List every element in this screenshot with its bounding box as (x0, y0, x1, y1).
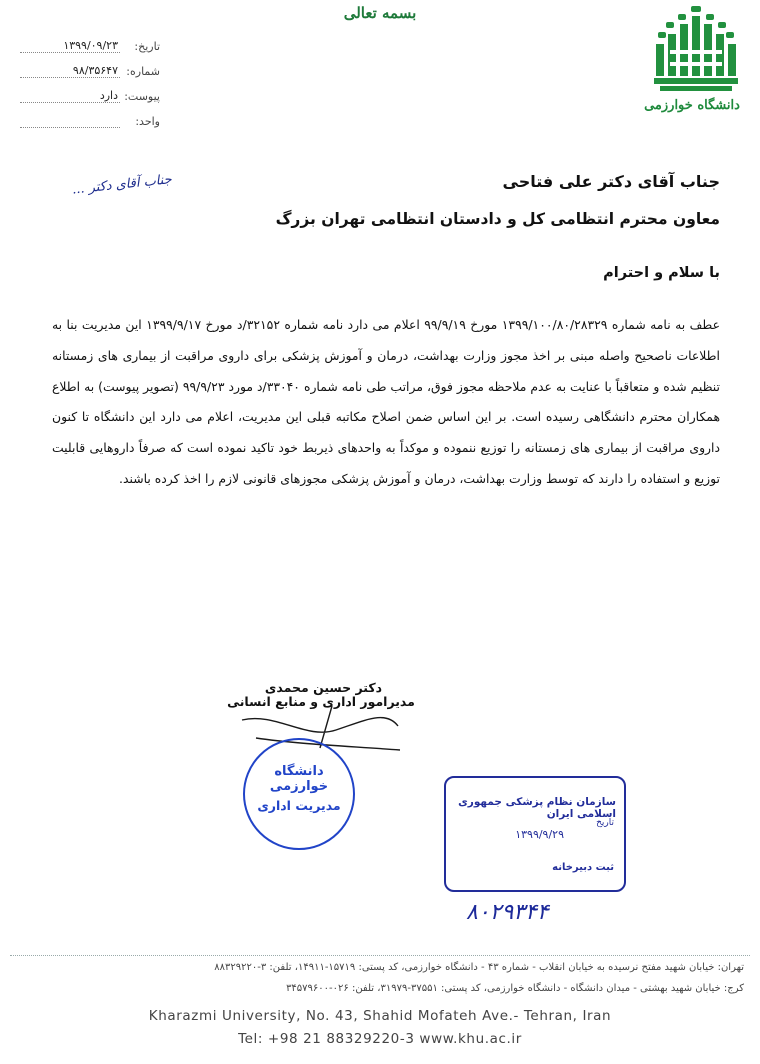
bismillah-calligraphy: بسمه تعالی (343, 4, 417, 22)
recipient-title: معاون محترم انتظامی کل و دادستان انتظامی تهران بزرگ (275, 210, 720, 228)
handwritten-number: ۸۰۲۹۳۴۴ (466, 900, 549, 925)
number-value: ۹۸/۳۵۶۴۷ (72, 64, 118, 77)
stamp-date: ۱۳۹۹/۹/۲۹ (515, 828, 564, 841)
recipient-name: جناب آقای دکتر علی فتاحی (502, 172, 720, 191)
date-value: ۱۳۹۹/۰۹/۲۳ (63, 39, 118, 52)
footer-english-address: Kharazmi University, No. 43, Shahid Mofateh Ave.- Tehran, Iran (148, 1008, 612, 1024)
footer-tehran-address: تهران: خیابان شهید مفتح نرسیده به خیابان انقلاب - شماره ۴۳ - دانشگاه خوارزمی، کد پستی: ۱۵۷۱۹-۱۴۹۱۱، تلفن: ۳-۸۸۳۲۹۲۲۰ (214, 962, 744, 973)
attachment-field (20, 88, 160, 108)
dotted-line (20, 127, 120, 128)
signatory-title: مدیرامور اداری و منابع انسانی (227, 694, 415, 709)
university-logo-name: دانشگاه خوارزمی (644, 98, 740, 113)
stamp-department: مدیریت اداری (257, 798, 341, 813)
greeting: با سلام و احترام (603, 265, 720, 281)
handwritten-note: جناب آقای دکتر ... (71, 172, 173, 198)
dotted-line (20, 52, 120, 53)
stamp-org-name: سازمان نظام پزشکی جمهوری اسلامی ایران (458, 796, 616, 820)
dotted-line (20, 77, 120, 78)
unit-field (20, 113, 160, 133)
stamp-register-label: ثبت دبیرخانه (552, 862, 614, 873)
university-round-stamp (243, 738, 355, 850)
attachment-value: دارد (99, 89, 118, 102)
footer-contact: Tel: +98 21 88329220-3 www.khu.ac.ir (238, 1031, 522, 1047)
footer-karaj-address: کرج: خیابان شهید بهشتی - میدان دانشگاه - دانشگاه خوارزمی، کد پستی: ۳۷۵۵۱-۳۱۹۷۹، تلفن: ۰۲۶-۳۴۵۷۹۶۰۰ (286, 983, 744, 994)
signatory-name: دکتر حسین محمدی (264, 680, 383, 695)
date-field (20, 38, 160, 58)
received-stamp (444, 776, 626, 892)
footer-divider (10, 955, 750, 956)
unit-label: واحد: (135, 115, 160, 128)
attachment-label: پیوست: (124, 90, 160, 103)
number-label: شماره: (126, 65, 160, 78)
number-field (20, 63, 160, 83)
stamp-university-name: دانشگاه خوارزمی (269, 764, 329, 794)
university-logo-icon (650, 4, 742, 96)
letter-body: عطف به نامه شماره ۱۳۹۹/۱۰۰/۸۰/۲۸۳۲۹ مورخ ۹۹/۹/۱۹ اعلام می دارد نامه شماره ۳۲۱۵۲/د مورخ ۱۳۹۹/۹/۱۷ این مدیریت بنا به اطلاعات ناصحیح واصله مبنی بر اخذ مجوز وزارت بهداشت، درمان و آموزش پزشکی برای داروی مراقبت از بیماری های زمستانه تنظیم شده و متعاقباً با عنایت به عدم ملاحظه مجوز فوق، مراتب طی نامه شماره ۳۳۰۴۰/د مورد ۹۹/۹/۲۳ (تصویر پیوست) به اطلاع همکاران محترم دانشگاهی رسیده است. بر این اساس ضمن اصلاح مکاتبه قبلی این مدیریت، اعلام می دارد این دانشگاه تا کنون داروی مراقبت از بیماری های زمستانه را توزیع ننموده و موکداً به واحدهای ذیربط خود تاکید نموده است که صرفاً داروهایی قابلیت توزیع و استفاده را دارند که توسط وزارت بهداشت، درمان و آموزش پزشکی مجوزهای قانونی لازم را اخذ کرده باشند. (52, 317, 720, 486)
date-label: تاریخ: (134, 40, 160, 53)
stamp-date-label: تاریخ (596, 818, 614, 828)
dotted-line (20, 102, 120, 103)
